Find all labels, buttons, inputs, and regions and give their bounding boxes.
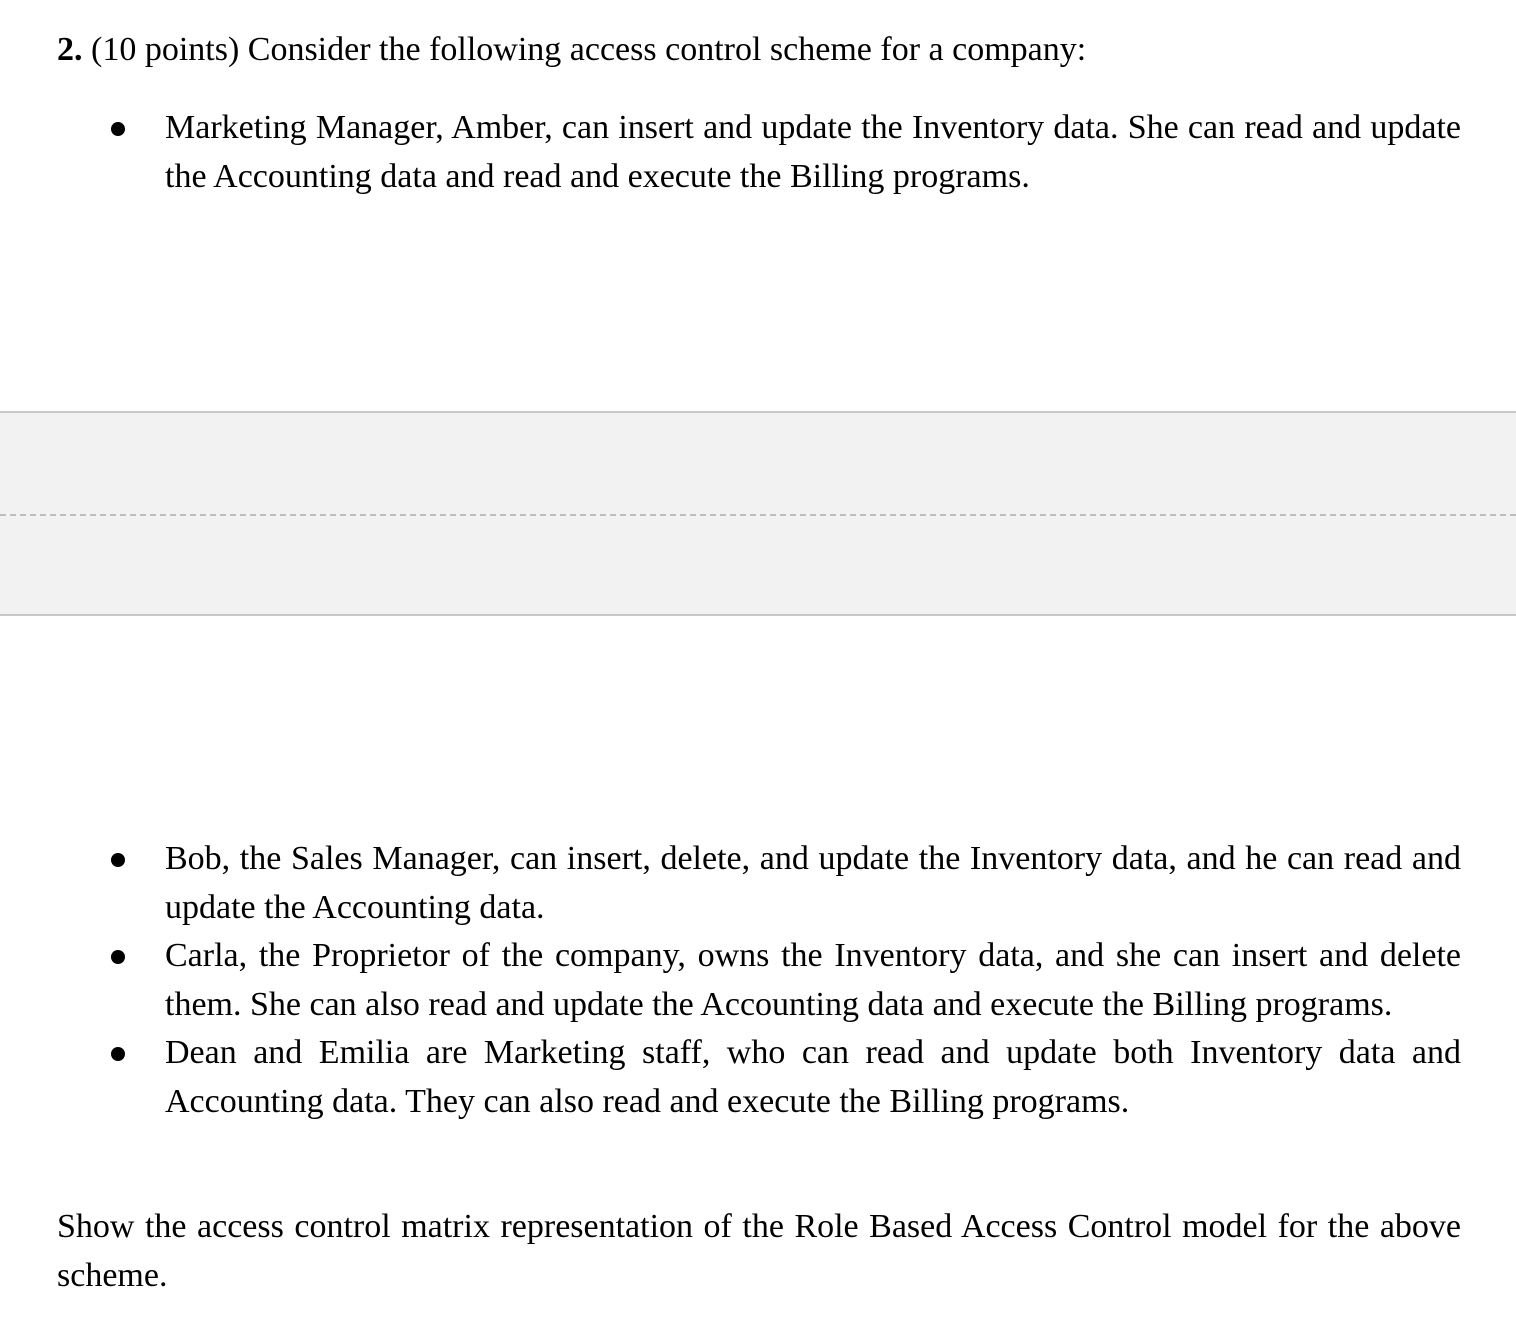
bullet-text: Dean and Emilia are Marketing staff, who can read and update both Inventory data and Accounting data. They can also read and execute the Billing programs. <box>165 1034 1461 1120</box>
bullet-icon <box>111 950 125 964</box>
question-intro: (10 points) Consider the following access control scheme for a company: <box>82 31 1087 68</box>
closing-instruction: Show the access control matrix representation of the Role Based Access Control model for the above scheme. <box>57 1208 1461 1294</box>
bullet-list-top <box>0 104 1516 201</box>
question-number: 2. <box>57 31 83 68</box>
list-item <box>0 1029 1516 1126</box>
list-item <box>0 835 1516 932</box>
list-item <box>0 932 1516 1029</box>
bullet-icon <box>111 853 125 867</box>
bullet-text: Bob, the Sales Manager, can insert, delete, and update the Inventory data, and he can read and update the Accounting data. <box>165 840 1461 926</box>
dashed-separator <box>0 514 1516 516</box>
list-item <box>0 104 1516 201</box>
bullet-icon <box>111 1047 125 1061</box>
question-heading <box>57 26 1086 74</box>
bullet-list-bottom <box>0 835 1516 1126</box>
bullet-icon <box>111 122 125 136</box>
page-break-divider <box>0 411 1516 616</box>
bullet-text: Marketing Manager, Amber, can insert and update the Inventory data. She can read and update the Accounting data and read and execute the Billing programs. <box>165 109 1461 195</box>
bullet-text: Carla, the Proprietor of the company, owns the Inventory data, and she can insert and delete them. She can also read and update the Accounting data and execute the Billing programs. <box>165 937 1461 1023</box>
